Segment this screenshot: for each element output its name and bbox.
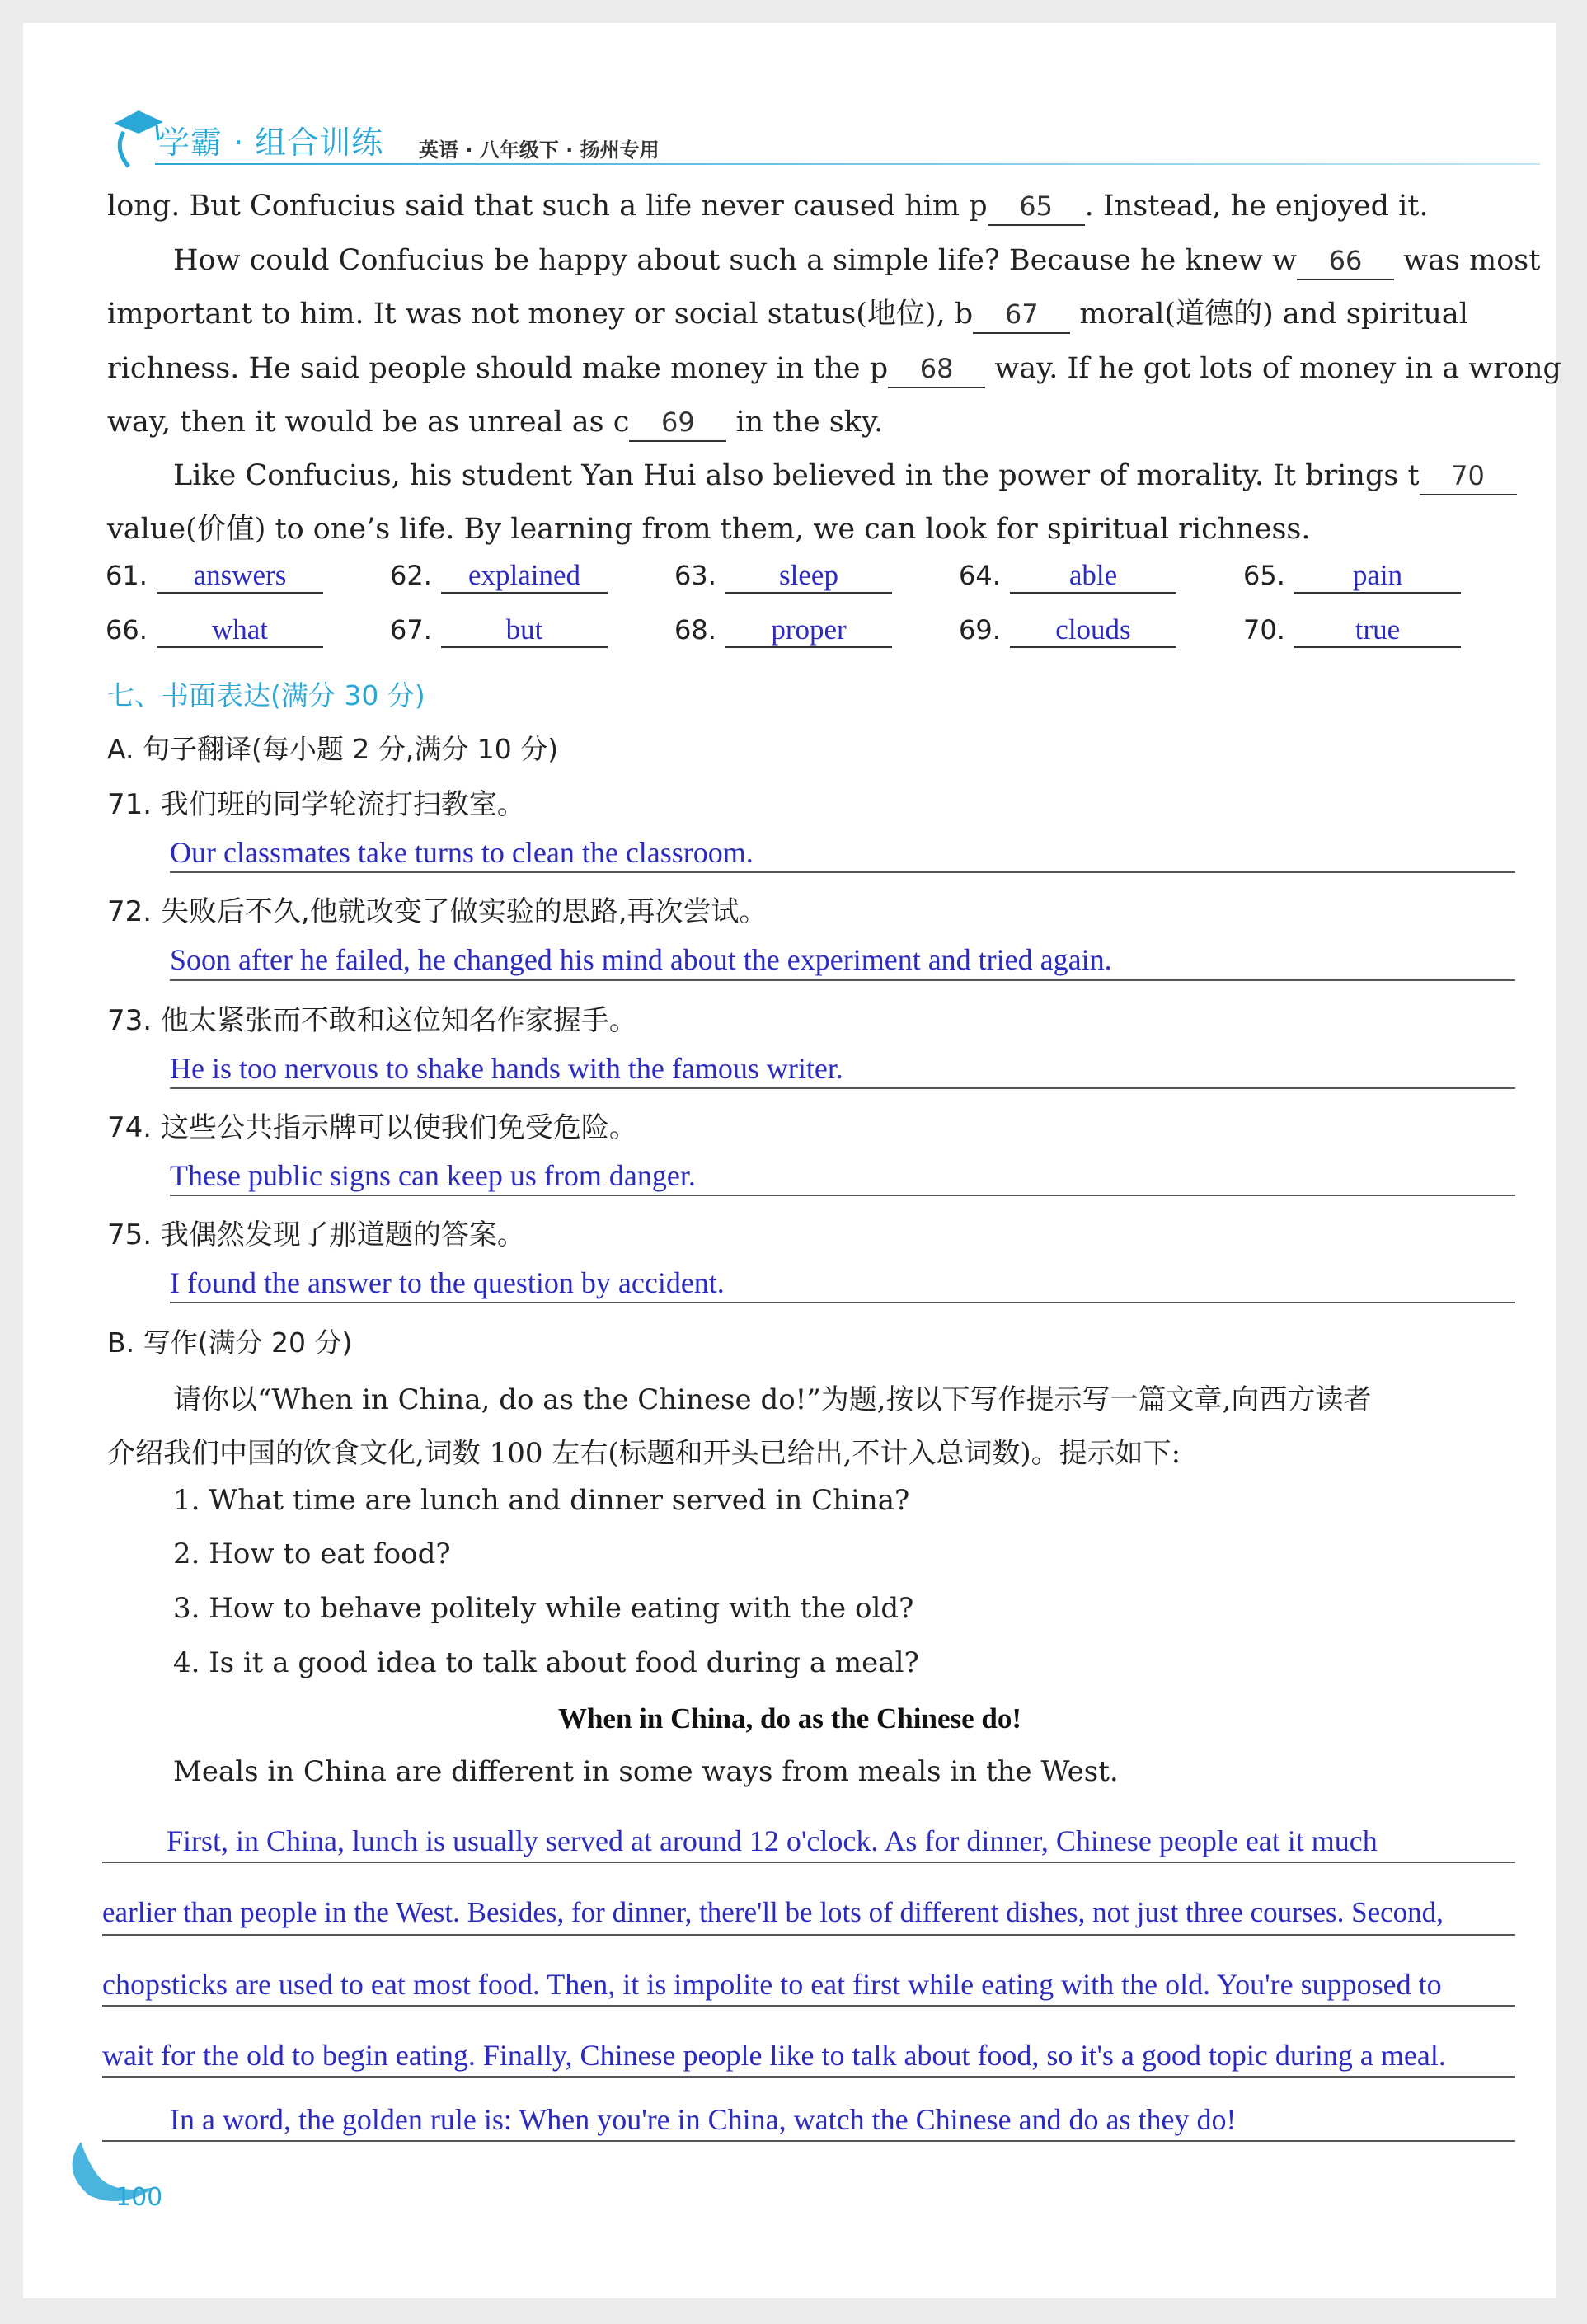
essay-rule	[102, 1862, 1515, 1863]
page-number: 100	[115, 2183, 163, 2212]
passage-line: richness. He said people should make money in the p 68 way. If he got lots of money in a wrong	[107, 350, 1561, 388]
answer-63: 63. sleep	[674, 559, 892, 594]
answer-line	[170, 1087, 1515, 1089]
writing-prompt: 介绍我们中国的饮食文化,词数 100 左右(标题和开头已给出,不计入总词数)。提示如下:	[107, 1437, 1181, 1470]
writing-tip: 2. How to eat food?	[173, 1538, 451, 1570]
answer-73: He is too nervous to shake hands with the famous writer.	[170, 1052, 843, 1085]
answer-67: 67. but	[390, 613, 608, 648]
answer-line	[170, 1195, 1515, 1196]
essay-line: earlier than people in the West. Besides, for dinner, there'll be lots of different dishes, not just three courses. Second,	[102, 1896, 1444, 1928]
passage-line: Like Confucius, his student Yan Hui also believed in the power of morality. It brings t 70	[173, 458, 1517, 495]
question-71: 71. 我们班的同学轮流打扫教室。	[107, 788, 525, 821]
passage-line: long. But Confucius said that such a life never caused him p 65 . Instead, he enjoyed it.	[107, 188, 1429, 226]
answer-75: I found the answer to the question by accident.	[170, 1266, 725, 1299]
question-72: 72. 失败后不久,他就改变了做实验的思路,再次尝试。	[107, 895, 768, 928]
book-subtitle: 英语 · 八年级下 · 扬州专用	[419, 139, 660, 162]
essay-rule	[102, 2140, 1515, 2142]
answer-71: Our classmates take turns to clean the classroom.	[170, 836, 754, 869]
essay-line: chopsticks are used to eat most food. Then, it is impolite to eat first while eating with the old. You're supposed to	[102, 1968, 1442, 2001]
question-74: 74. 这些公共指示牌可以使我们免受危险。	[107, 1111, 637, 1144]
question-75: 75. 我偶然发现了那道题的答案。	[107, 1218, 525, 1251]
passage-line: important to him. It was not money or social status(地位), b 67 moral(道德的) and spiritual	[107, 296, 1468, 334]
answer-64: 64. able	[959, 559, 1176, 594]
passage-line: value(价值) to one’s life. By learning from them, we can look for spiritual richness.	[107, 513, 1311, 546]
essay-rule	[102, 1934, 1515, 1936]
part-a-title: A. 句子翻译(每小题 2 分,满分 10 分)	[107, 733, 559, 765]
essay-rule	[102, 2076, 1515, 2078]
writing-tip: 4. Is it a good idea to talk about food during a meal?	[173, 1646, 919, 1679]
answer-line	[170, 979, 1515, 981]
answer-61: 61. answers	[106, 559, 323, 594]
answer-66: 66. what	[106, 613, 323, 648]
page-header	[106, 99, 1540, 173]
answer-70: 70. true	[1243, 613, 1461, 648]
passage-line: How could Confucius be happy about such a simple life? Because he knew w 66 was most	[173, 242, 1540, 280]
essay-line: First, in China, lunch is usually served at around 12 o'clock. As for dinner, Chinese people eat it much	[167, 1824, 1378, 1857]
answer-74: These public signs can keep us from danger.	[170, 1159, 696, 1192]
essay-title: When in China, do as the Chinese do!	[557, 1702, 1022, 1735]
answer-65: 65. pain	[1243, 559, 1461, 594]
question-73: 73. 他太紧张而不敢和这位知名作家握手。	[107, 1004, 637, 1037]
essay-line: wait for the old to begin eating. Finally, Chinese people like to talk about food, so it's a good topic during a meal.	[102, 2039, 1446, 2072]
answer-72: Soon after he failed, he changed his mind about the experiment and tried again.	[170, 943, 1112, 976]
essay-line: In a word, the golden rule is: When you're in China, watch the Chinese and do as they do!	[170, 2103, 1237, 2136]
passage-line: way, then it would be as unreal as c 69 in the sky.	[107, 404, 883, 442]
writing-tip: 3. How to behave politely while eating with the old?	[173, 1592, 914, 1625]
workbook-page	[23, 23, 1561, 2298]
answer-68: 68. proper	[674, 613, 892, 648]
essay-rule	[102, 2005, 1515, 2007]
part-b-title: B. 写作(满分 20 分)	[107, 1326, 353, 1359]
writing-tip: 1. What time are lunch and dinner served in China?	[173, 1484, 910, 1517]
answer-line	[170, 1302, 1515, 1303]
answer-line	[170, 871, 1515, 873]
answer-69: 69. clouds	[959, 613, 1176, 648]
header-rule	[155, 163, 1540, 165]
essay-opening: Meals in China are different in some ways from meals in the West.	[173, 1755, 1119, 1788]
brand-title: 学霸 · 组合训练	[158, 124, 384, 161]
writing-prompt: 请你以“When in China, do as the Chinese do!”为题,按以下写作提示写一篇文章,向西方读者	[173, 1383, 1372, 1416]
answer-62: 62. explained	[390, 559, 608, 594]
section-title: 七、书面表达(满分 30 分)	[107, 679, 425, 711]
